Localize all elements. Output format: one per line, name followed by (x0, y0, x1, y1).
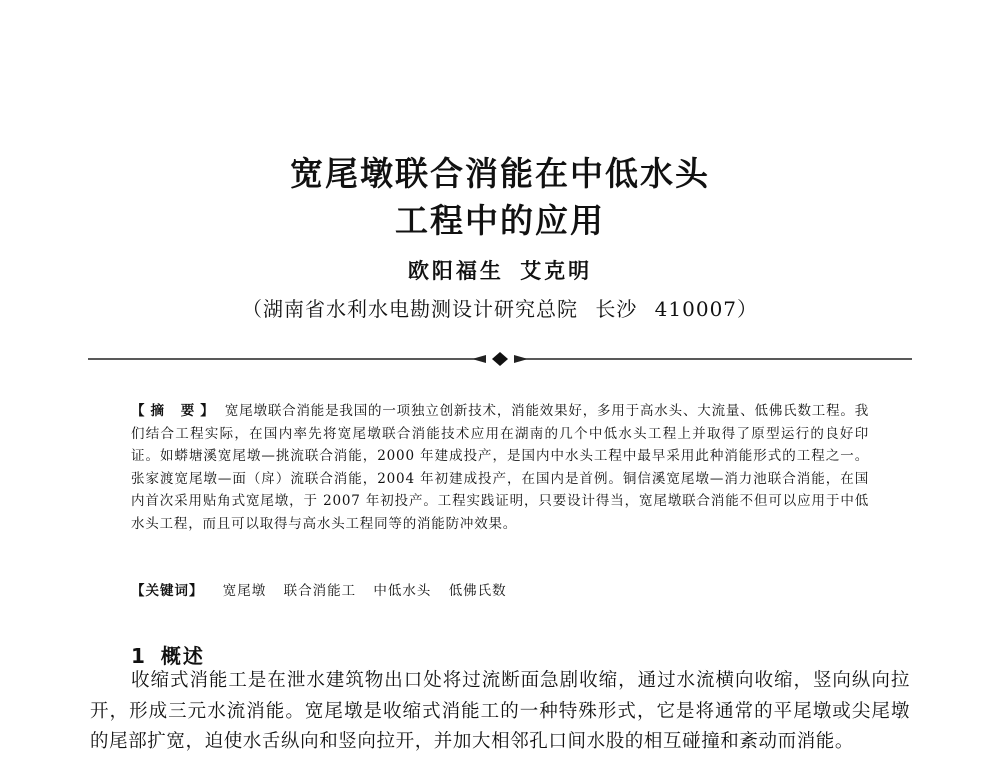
keywords-label: 【关键词】 (131, 583, 204, 599)
affiliation: （湖南省水利水电勘测设计研究总院 长沙 410007） (241, 297, 759, 321)
section-title: 概述 (160, 644, 205, 668)
divider-diamond-icon (492, 352, 508, 366)
abstract-text: 宽尾墩联合消能是我国的一项独立创新技术，消能效果好，多用于高水头、大流量、低佛氏数工程。我们结合工程实际，在国内率先将宽尾墩联合消能技术应用在湖南的几个中低水头工程上并取得了原型运行的良好印证。如蟒塘溪宽尾墩—挑流联合消能，2000 年建成投产，是国内中水头工程中最早采用此种消能形式的工程之一。张家渡宽尾墩—面（戽）流联合消能，2004 年初建成投产，在国内是首例。铜信溪宽尾墩—消力池联合消能，在国内首次采用贴角式宽尾墩，于 2007 年初投产。工程实践证明，只要设计得当，宽尾墩联合消能不但可以应用于中低水头工程，而且可以取得与高水头工程同等的消能防冲效果。 (131, 403, 870, 532)
keywords (131, 580, 869, 602)
keyword-item: 中低水头 (373, 583, 432, 599)
ornamental-divider (88, 352, 912, 366)
divider-ornament-left (472, 355, 486, 363)
keyword-item: 宽尾墩 (222, 583, 267, 599)
section-number: 1 (131, 644, 147, 668)
body-paragraph: 收缩式消能工是在泄水建筑物出口处将过流断面急剧收缩，通过水流横向收缩，竖向纵向拉开，形成三元水流消能。宽尾墩是收缩式消能工的一种特殊形式，它是将通常的平尾墩或尖尾墩的尾部扩宽，迫使水舌纵向和竖向拉开，并加大相邻孔口间水股的相互碰撞和紊动而消能。 (90, 670, 910, 752)
paper-title-line-2: 工程中的应用 (395, 201, 605, 240)
authors: 欧阳福生 艾克明 (407, 258, 593, 283)
abstract-label: 【摘 要】 (131, 403, 220, 419)
keyword-item: 联合消能工 (283, 583, 357, 599)
paper-title-line-1: 宽尾墩联合消能在中低水头 (290, 154, 710, 193)
abstract (131, 400, 869, 535)
keyword-item: 低佛氏数 (448, 583, 507, 599)
section-heading (131, 640, 205, 669)
